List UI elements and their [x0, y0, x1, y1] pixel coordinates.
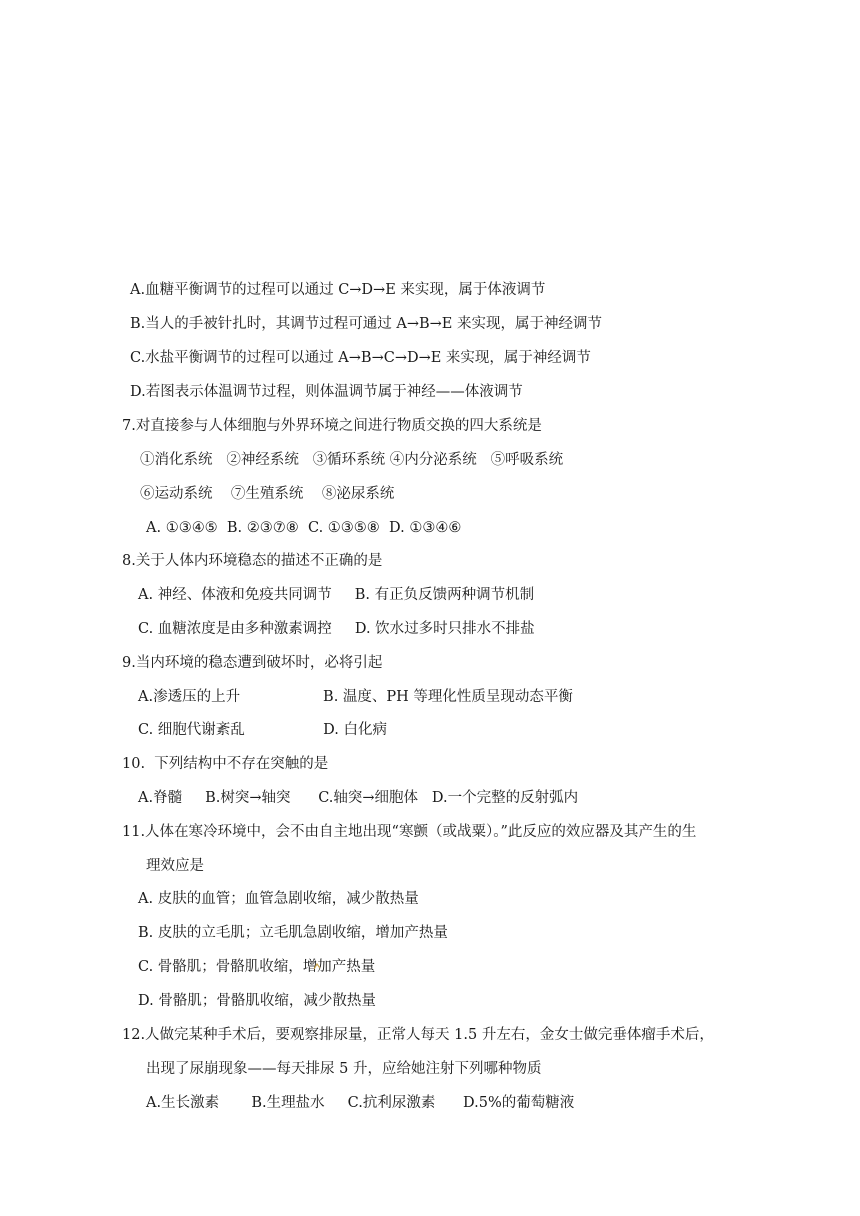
q11-option-b: B. 皮肤的立毛肌；立毛肌急剧收缩，增加产热量	[138, 925, 448, 941]
q11-stem-line-2: 理效应是	[146, 858, 204, 874]
q7-stem: 7.对直接参与人体细胞与外界环境之间进行物质交换的四大系统是	[122, 418, 542, 434]
q8-options-row-1: A. 神经、体液和免疫共同调节 B. 有正负反馈两种调节机制	[138, 587, 535, 603]
q10-options: A.脊髓 B.树突→轴突 C.轴突→细胞体 D.一个完整的反射弧内	[138, 790, 579, 806]
q11-option-d: D. 骨骼肌；骨骼肌收缩，减少散热量	[138, 993, 376, 1009]
q11-option-c: C. 骨骼肌；骨骼肌收缩，增加产热量	[138, 959, 376, 975]
q6-option-c: C.水盐平衡调节的过程可以通过 A→B→C→D→E 来实现，属于神经调节	[130, 350, 591, 366]
q11-option-a: A. 皮肤的血管；血管急剧收缩，减少散热量	[138, 891, 419, 907]
q6-option-b: B.当人的手被针扎时，其调节过程可通过 A→B→E 来实现，属于神经调节	[130, 316, 602, 332]
q10-stem: 10. 下列结构中不存在突触的是	[122, 756, 329, 772]
q7-items-row-1: ①消化系统 ②神经系统 ③循环系统 ④内分泌系统 ⑤呼吸系统	[140, 452, 564, 468]
q11-stem-line-1: 11.人体在寒冷环境中，会不由自主地出现“寒颤（或战粟）。”此反应的效应器及其产生的生	[122, 824, 697, 840]
q9-stem: 9.当内环境的稳态遭到破坏时，必将引起	[122, 655, 383, 671]
q6-option-a: A.血糖平衡调节的过程可以通过 C→D→E 来实现，属于体液调节	[130, 282, 546, 298]
q12-stem-line-2: 出现了尿崩现象——每天排尿 5 升，应给她注射下列哪种物质	[146, 1061, 542, 1077]
q12-stem-line-1: 12.人做完某种手术后，要观察排尿量，正常人每天 1.5 升左右，金女士做完垂体瘤手术后，	[122, 1027, 714, 1043]
q9-options-row-1: A.渗透压的上升 B. 温度、PH 等理化性质呈现动态平衡	[138, 689, 573, 705]
q7-options: A. ①③④⑤ B. ②③⑦⑧ C. ①③⑤⑧ D. ①③④⑥	[146, 520, 462, 536]
q7-items-row-2: ⑥运动系统 ⑦生殖系统 ⑧泌尿系统	[140, 486, 395, 502]
stray-ink-mark	[313, 962, 321, 970]
q6-option-d: D.若图表示体温调节过程，则体温调节属于神经——体液调节	[130, 384, 523, 400]
q8-stem: 8.关于人体内环境稳态的描述不正确的是	[122, 553, 383, 569]
q9-options-row-2: C. 细胞代谢紊乱 D. 白化病	[138, 722, 387, 738]
q12-options: A.生长激素 B.生理盐水 C.抗利尿激素 D.5%的葡萄糖液	[146, 1095, 575, 1111]
q8-options-row-2: C. 血糖浓度是由多种激素调控 D. 饮水过多时只排水不排盐	[138, 621, 535, 637]
